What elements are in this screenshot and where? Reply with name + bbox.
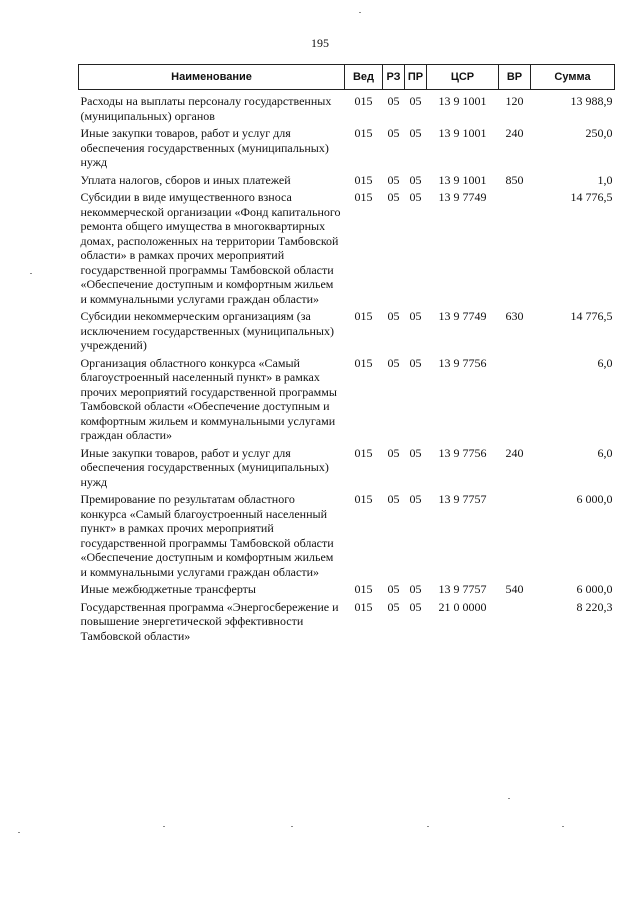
row-csr: 21 0 0000 (438, 599, 487, 614)
header-sum: Сумма (531, 65, 615, 90)
row-pr: 05 (409, 190, 422, 204)
row-name: Иные закупки товаров, работ и услуг для обеспечения государственных (муниципальных) нужд (80, 445, 329, 489)
row-vr (499, 190, 531, 309)
header-rz: РЗ (383, 65, 405, 90)
row-sum: 1,0 (597, 172, 613, 187)
row-rz: 05 (387, 309, 400, 323)
row-sum: 250,0 (585, 126, 613, 140)
row-rz: 05 (387, 492, 400, 506)
row-name: Субсидии в виде имущественного взноса некоммерческой организации «Фонд капитального ремонта общего имущества в многоквартирных домах, расположенных на территории Тамбовской области» в рамках прочих мероприятий государственной программы Тамбовской области «Обеспечение доступным и комфортным жильем и коммунальными услугами граждан области» (80, 190, 341, 306)
table-row (79, 126, 615, 173)
row-vr: 630 (505, 309, 524, 323)
table-row (79, 190, 615, 309)
table-row (79, 173, 615, 191)
header-pr: ПР (405, 65, 427, 90)
row-csr: 13 9 1001 (438, 94, 487, 108)
table-row (79, 600, 615, 647)
row-rz: 05 (387, 126, 400, 140)
row-vr (499, 356, 531, 446)
row-pr: 05 (409, 582, 422, 596)
row-sum: 6,0 (597, 355, 613, 370)
row-ved: 015 (354, 126, 373, 140)
row-rz: 05 (387, 582, 400, 596)
row-rz: 05 (387, 172, 400, 187)
row-sum: 13 988,9 (570, 94, 613, 108)
header-csr: ЦСР (427, 65, 499, 90)
row-rz: 05 (387, 190, 400, 204)
row-vr: 240 (505, 126, 524, 140)
row-vr: 240 (505, 445, 524, 460)
row-pr: 05 (409, 126, 422, 140)
row-pr: 05 (409, 599, 422, 614)
budget-table (78, 64, 615, 646)
row-ved: 015 (354, 355, 373, 370)
row-vr: 540 (505, 582, 524, 596)
row-rz: 05 (387, 355, 400, 370)
row-sum: 6,0 (597, 445, 613, 460)
row-vr: 850 (505, 172, 524, 187)
row-ved: 015 (354, 94, 373, 108)
row-sum: 6 000,0 (576, 582, 613, 596)
row-name: Организация областного конкурса «Самый благоустроенный населенный пункт» в рамках прочих мероприятий государственной программы Тамбовской области «Обеспечение доступным и комфортным жильем и коммунальными услугами граждан области» (80, 355, 337, 442)
row-ved: 015 (354, 492, 373, 506)
row-pr: 05 (409, 309, 422, 323)
row-name: Иные закупки товаров, работ и услуг для обеспечения государственных (муниципальных) нужд (80, 126, 329, 169)
row-ved: 015 (354, 172, 373, 187)
header-vr: ВР (499, 65, 531, 90)
row-csr: 13 9 7756 (438, 445, 487, 460)
row-pr: 05 (409, 94, 422, 108)
row-name: Иные межбюджетные трансферты (80, 582, 256, 596)
row-csr: 13 9 7757 (438, 582, 487, 596)
table-row (79, 446, 615, 493)
row-vr (499, 492, 531, 582)
table-row (79, 90, 615, 127)
table-row (79, 582, 615, 600)
row-csr: 13 9 7756 (438, 355, 487, 370)
row-sum: 14 776,5 (570, 309, 613, 323)
page-number: 195 (311, 36, 329, 50)
row-sum: 6 000,0 (576, 492, 613, 506)
row-pr: 05 (409, 492, 422, 506)
row-csr: 13 9 1001 (438, 172, 487, 187)
row-ved: 015 (354, 309, 373, 323)
row-ved: 015 (354, 190, 373, 204)
row-csr: 13 9 1001 (438, 126, 487, 140)
row-sum: 8 220,3 (576, 599, 613, 614)
row-vr: 120 (505, 94, 524, 108)
row-vr (499, 600, 531, 647)
row-ved: 015 (354, 582, 373, 596)
row-csr: 13 9 7757 (438, 492, 487, 506)
row-name: Субсидии некоммерческим организациям (за исключением государственных (муниципальных) учреждений) (80, 309, 334, 352)
row-ved: 015 (354, 445, 373, 460)
table-row (79, 356, 615, 446)
row-csr: 13 9 7749 (438, 309, 487, 323)
table-row (79, 492, 615, 582)
row-pr: 05 (409, 445, 422, 460)
row-sum: 14 776,5 (570, 190, 613, 204)
row-name: Премирование по результатам областного конкурса «Самый благоустроенный населенный пункт» в рамках прочих мероприятий государственной программы Тамбовской области «Обеспечение доступным и комфортным жильем и коммунальными услугами граждан области» (80, 492, 334, 579)
row-name: Государственная программа «Энергосбережение и повышение энергетической эффективности Тамбовской области» (80, 599, 339, 643)
row-rz: 05 (387, 445, 400, 460)
row-ved: 015 (354, 599, 373, 614)
row-csr: 13 9 7749 (438, 190, 487, 204)
row-name: Расходы на выплаты персоналу государственных (муниципальных) органов (80, 94, 332, 123)
table-row (79, 309, 615, 356)
header-ved: Вед (345, 65, 383, 90)
row-rz: 05 (387, 94, 400, 108)
row-pr: 05 (409, 355, 422, 370)
row-pr: 05 (409, 172, 422, 187)
row-name: Уплата налогов, сборов и иных платежей (80, 172, 291, 187)
row-rz: 05 (387, 599, 400, 614)
table-header-row (79, 65, 615, 90)
header-name: Наименование (79, 65, 345, 90)
